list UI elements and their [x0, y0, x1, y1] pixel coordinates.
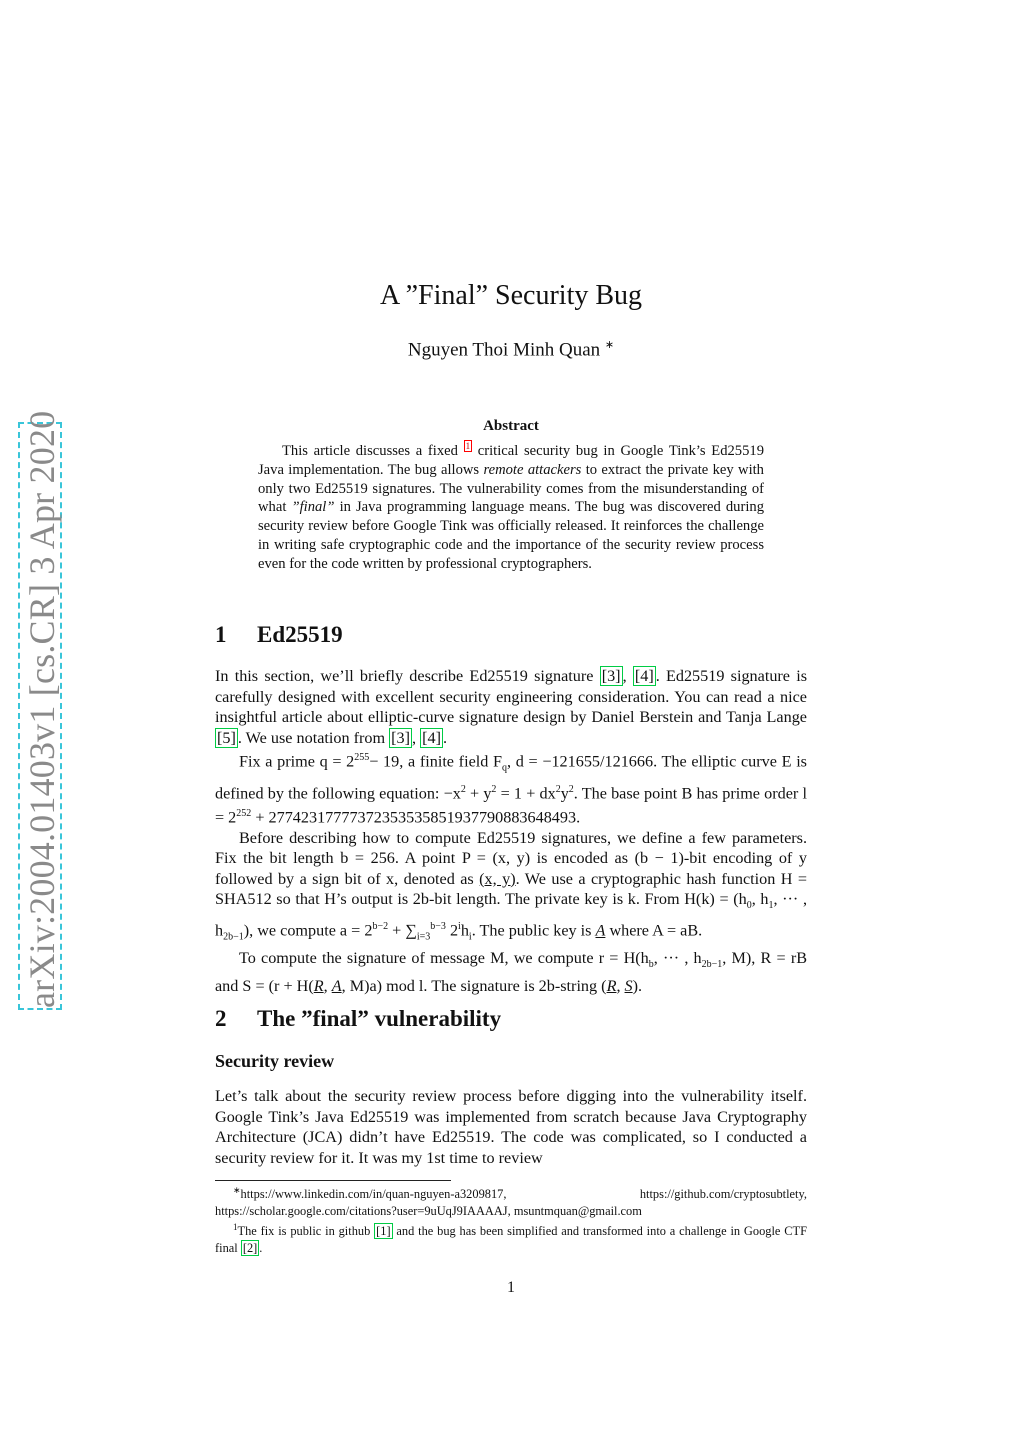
citation-link[interactable]: [4] [422, 728, 441, 747]
paragraph: Let’s talk about the security review process before digging into the vulnerability itself. Google Tink’s Java Ed25519 was implemented from scratch because Java Cryptography Architecture (JCA) didn’t have Ed25519. The code was complicated, so I conducted a security review for it. It was my 1st time to review [215, 1087, 807, 1167]
abstract-text: to extract the private key with only two Ed25519 signatures. The vulnerability comes from the misunderstanding of what [258, 461, 764, 516]
abstract-emphasis: ”final” [291, 499, 335, 516]
arxiv-side-stamp [18, 410, 62, 1010]
abstract-text: This article discusses a fixed [282, 443, 458, 459]
footnotes [215, 1182, 807, 1257]
footnote-1: $^1$The fix is public in github [1] and the bug has been simplified and transformed into a challenge in Google CTF final [2] . [215, 1222, 807, 1256]
citation-link[interactable]: [3] [601, 667, 621, 685]
paragraph: Fix a prime $q = 2^{255}- 19$, a finite field $F_q$, d = −121655/121666. The elliptic curve E is defined by the following equation: $-x^2 + y^2 = 1 + dx^2y^2$. The base point B has prime order $l = 2^{252} + 27742317777372353535851937790883648493$. [215, 752, 807, 826]
author-footnote-mark: ∗ [604, 339, 615, 351]
citation-link[interactable]: [2] [242, 1241, 258, 1256]
subsection-heading: Security review [215, 1051, 335, 1071]
paragraph: To compute the signature of message M, we compute $r = H(h_b$, ··· , $h_{2b-1}$, M), R = rB and S = (r + H(R, A, M)a) mod l. The signature is 2b-string (R, S). [215, 949, 808, 996]
abstract-body [258, 442, 764, 574]
citation-link[interactable]: [4] [634, 667, 654, 685]
abstract-text: critical security bug in Google Tink’s Ed25519 Java implementation. The bug allows [258, 443, 764, 478]
section-number: 1 [215, 622, 227, 647]
paragraph: Before describing how to compute Ed25519 signatures, we define a few parameters. Fix the bit length b = 256. A point P = (x, y) is encoded as (b − 1)-bit encoding of y followed by a sign bit of x, denoted as (x, y). We use a cryptographic hash function H = SHA512 so that H’s output is 2b-bit length. The private key is k. From $H(k) = (h_0$, $h_1$, ··· , $h_{2b-1}$), we compute $a = 2^{b-2} + \sum_{i=3}^{b-3}$ $2^ih_i$. The public key is A where A = aB. [215, 828, 808, 943]
arxiv-identifier: arXiv:2004.01403v1 [cs.CR] 3 Apr 2020 [22, 410, 62, 1008]
author-name: Nguyen Thoi Minh Quan [407, 339, 601, 361]
footnote-1-link[interactable]: 1 [465, 441, 471, 452]
citation-link[interactable]: [1] [376, 1224, 391, 1239]
section-2-heading [215, 1006, 807, 1032]
citation-link[interactable]: [3] [391, 728, 411, 747]
page-number: 1 [507, 1279, 515, 1296]
section-number: 2 [215, 1006, 227, 1031]
paragraph: In this section, we’ll briefly describe Ed25519 signature [3] , [4] . Ed25519 signature is carefully designed with excellent security engineering consideration. You can read a nice insightful article about elliptic-curve signature design by Daniel Berstein and Tanja Lange [5] . We use notation from [3] , [4] . [215, 667, 808, 747]
abstract-heading: Abstract [483, 418, 539, 434]
abstract-emphasis: remote attackers [483, 461, 582, 478]
paper-title: A ”Final” Security Bug [379, 280, 643, 311]
section-2-body [215, 1086, 807, 1168]
section-title: Ed25519 [257, 622, 343, 647]
footnote-author: ∗https://www.linkedin.com/in/quan-nguyen-a3209817, https://github.com/cryptosubtlety, https://scholar.google.com/citations?user=9uUqJ9IAAAAJ, msuntmquan@gmail.com [215, 1185, 807, 1218]
section-title: The ”final” vulnerability [257, 1006, 502, 1031]
abstract-text: in Java programming language means. The bug was discovered during security review before Google Tink was officially released. It reinforces the challenge in writing safe cryptographic code and the importance of the security review process even for the code written by professional cryptographers. [258, 499, 764, 572]
footnote-divider [215, 1180, 451, 1181]
paper-author [215, 338, 807, 361]
section-1-body [215, 666, 807, 997]
citation-link[interactable]: [5] [217, 728, 236, 747]
section-1-heading [215, 622, 807, 648]
